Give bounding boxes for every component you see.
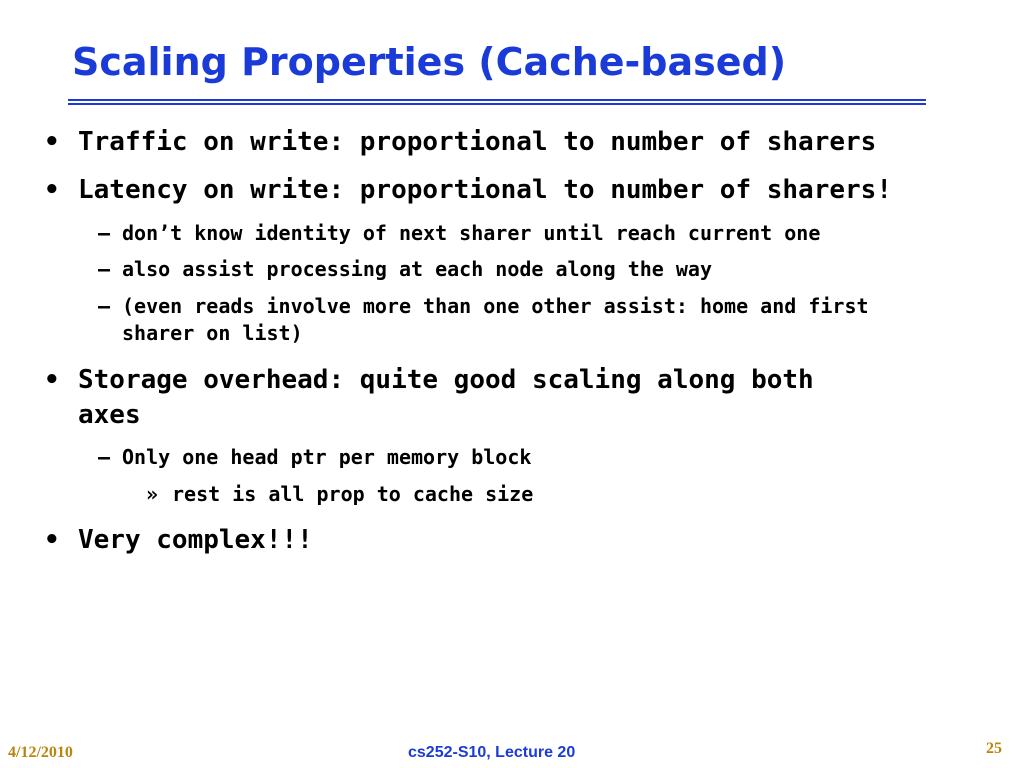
footer-course: cs252-S10, Lecture 20 (408, 744, 576, 761)
bullet-text: Latency on write: proportional to number of sharers! (78, 175, 892, 205)
title-underline-top (68, 99, 926, 101)
subsubbullet-marker: » (146, 482, 159, 506)
bullet-marker: • (44, 127, 60, 157)
bullet-text: Very complex!!! (78, 525, 313, 555)
slide-title: Scaling Properties (Cache-based) (72, 40, 787, 84)
subbullet-text-line-2: sharer on list) (122, 321, 303, 345)
subbullet-marker: – (98, 294, 111, 318)
subbullet-text-line-1: (even reads involve more than one other assist: home and first (122, 294, 869, 318)
subbullet-text: also assist processing at each node along the way (122, 257, 713, 281)
bullet-text-line-2: axes (78, 400, 141, 430)
subbullet-text: Only one head ptr per memory block (122, 445, 532, 469)
footer-date: 4/12/2010 (8, 744, 73, 761)
subbullet-marker: – (98, 221, 111, 245)
subbullet-marker: – (98, 257, 111, 281)
title-underline-bottom (68, 103, 926, 105)
subsubbullet-text: rest is all prop to cache size (172, 482, 534, 506)
bullet-text: Traffic on write: proportional to number of sharers (78, 127, 877, 157)
bullet-text-line-1: Storage overhead: quite good scaling along both (78, 365, 814, 395)
footer-page-number: 25 (986, 740, 1002, 757)
bullet-marker: • (44, 175, 60, 205)
subbullet-marker: – (98, 445, 111, 469)
subbullet-text: don’t know identity of next sharer until reach current one (122, 221, 821, 245)
bullet-marker: • (44, 525, 60, 555)
bullet-marker: • (44, 365, 60, 395)
